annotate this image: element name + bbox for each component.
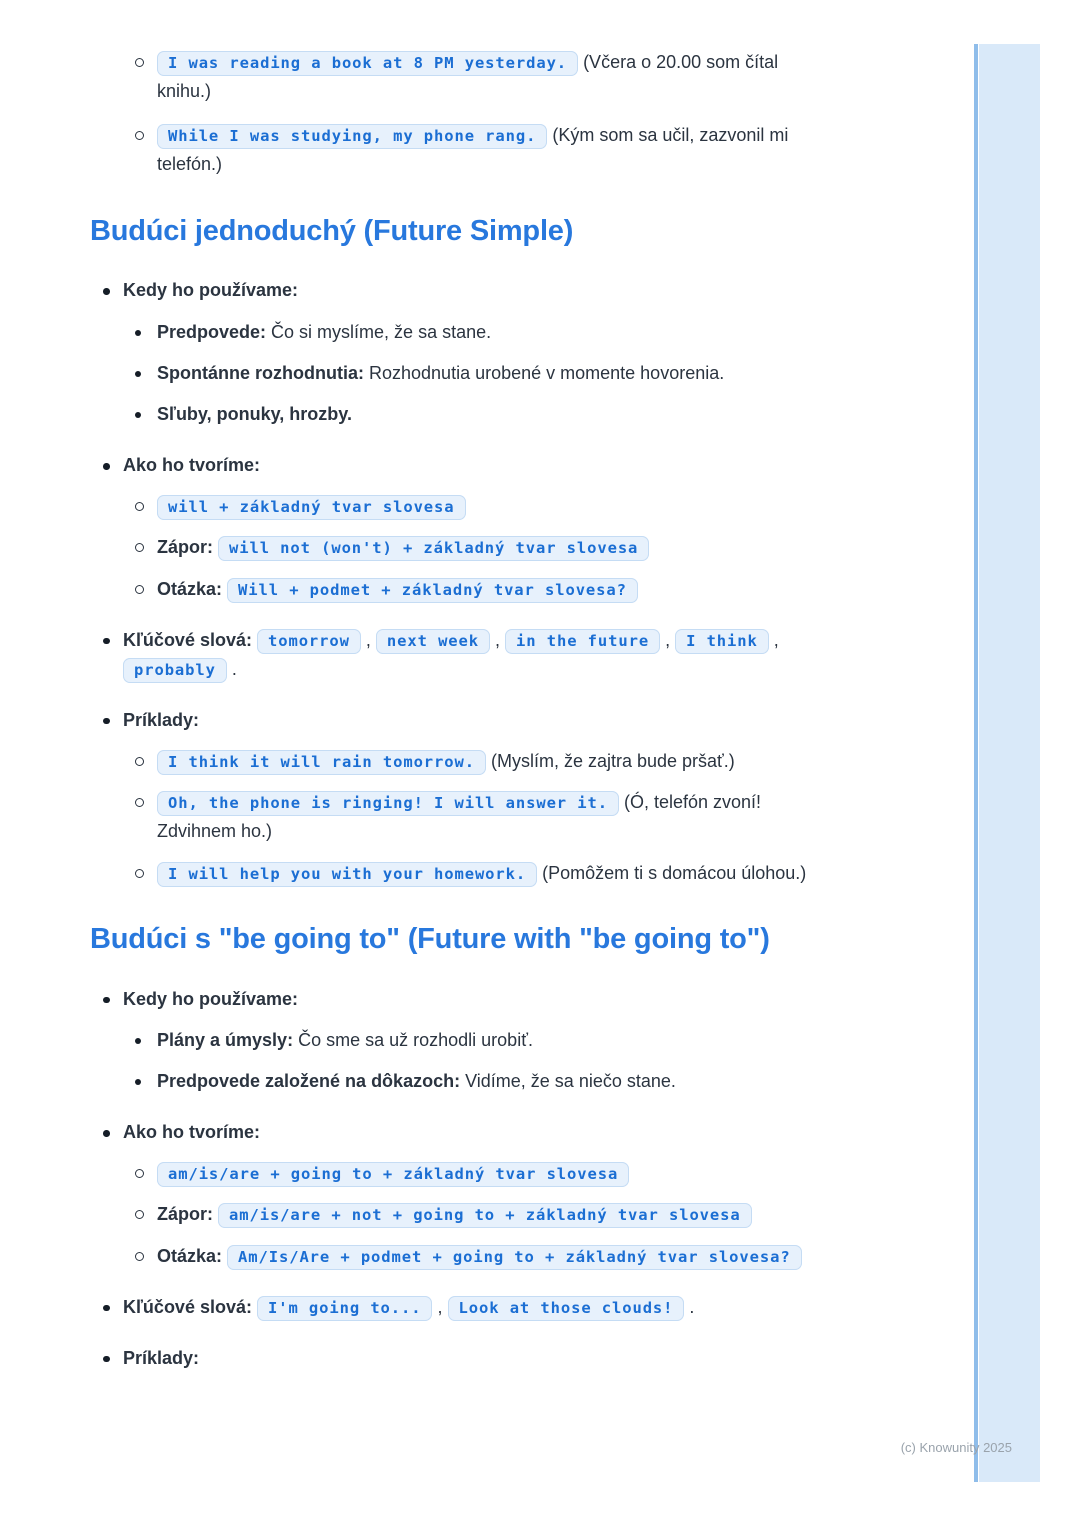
- form-items: [123, 492, 812, 603]
- code-chip: will + základný tvar slovesa: [157, 495, 466, 520]
- item-text: Vidíme, že sa niečo stane.: [465, 1070, 676, 1091]
- bold-label: Spontánne rozhodnutia:: [157, 362, 364, 383]
- list-item: [123, 533, 812, 562]
- translation-text: (Včera o 20.00 som čítal knihu.): [157, 52, 779, 102]
- separator: ,: [437, 1296, 443, 1317]
- group-label: Kľúčové slová:: [123, 629, 252, 650]
- bold-label: Otázka:: [157, 578, 223, 599]
- future-simple-list: [90, 276, 812, 887]
- usage-group: [90, 985, 812, 1096]
- list-item: [123, 359, 812, 388]
- list-item: [123, 1067, 812, 1096]
- translation-text: (Kým som sa učil, zazvonil mi telefón.): [157, 125, 789, 175]
- translation-text: (Pomôžem ti s domácou úlohou.): [542, 862, 807, 883]
- form-items: [123, 1159, 812, 1270]
- list-item: [123, 859, 812, 888]
- list-item: [123, 575, 812, 604]
- keywords-group: [90, 1293, 812, 1322]
- bold-label: Zápor:: [157, 537, 213, 558]
- group-label: Príklady:: [123, 709, 200, 730]
- code-chip: Am/Is/Are + podmet + going to + základný tvar slovesa?: [227, 1245, 802, 1270]
- example-items: [123, 747, 812, 888]
- separator: ,: [665, 629, 671, 650]
- list-item: [123, 492, 812, 521]
- list-item: [123, 48, 812, 106]
- code-chip: Oh, the phone is ringing! I will answer it.: [157, 791, 619, 816]
- bold-label: Sľuby, ponuky, hrozby.: [157, 403, 352, 424]
- separator: .: [689, 1296, 695, 1317]
- code-chip: I was reading a book at 8 PM yesterday.: [157, 51, 578, 76]
- list-item: [123, 400, 812, 429]
- group-label: Kedy ho používame:: [123, 280, 299, 301]
- code-chip: in the future: [505, 629, 660, 654]
- list-item: [123, 318, 812, 347]
- separator: ,: [773, 629, 779, 650]
- copyright-note: (c) Knowunity 2025: [900, 1440, 1012, 1455]
- code-chip: I will help you with your homework.: [157, 862, 537, 887]
- list-item: [123, 121, 812, 179]
- usage-items: [123, 318, 812, 429]
- group-label: Ako ho tvoríme:: [123, 455, 261, 476]
- intro-list: [123, 48, 812, 180]
- section-heading-going-to: Budúci s "be going to" (Future with "be going to"): [90, 922, 770, 955]
- item-text: Čo sme sa už rozhodli urobiť.: [298, 1029, 533, 1050]
- code-chip: I think: [675, 629, 769, 654]
- code-chip: am/is/are + not + going to + základný tvar slovesa: [218, 1203, 752, 1228]
- separator: ,: [365, 629, 371, 650]
- bold-label: Predpovede založené na dôkazoch:: [157, 1070, 461, 1091]
- keywords-group: [90, 626, 812, 684]
- list-item: [123, 1159, 812, 1188]
- item-text: Rozhodnutia urobené v momente hovorenia.: [369, 362, 725, 383]
- list-item: [123, 1026, 812, 1055]
- code-chip: While I was studying, my phone rang.: [157, 124, 547, 149]
- list-item: [123, 1242, 812, 1271]
- code-chip: tomorrow: [257, 629, 361, 654]
- group-label: Príklady:: [123, 1347, 200, 1368]
- translation-text: (Ó, telefón zvoní! Zdvihnem ho.): [157, 792, 762, 842]
- code-chip: Will + podmet + základný tvar slovesa?: [227, 578, 638, 603]
- list-item: [123, 747, 812, 776]
- list-item: [123, 788, 812, 846]
- code-chip: will not (won't) + základný tvar slovesa: [218, 536, 649, 561]
- code-chip: I think it will rain tomorrow.: [157, 750, 486, 775]
- form-group: [90, 1118, 812, 1271]
- group-label: Ako ho tvoríme:: [123, 1122, 261, 1143]
- usage-items: [123, 1026, 812, 1096]
- code-chip: Look at those clouds!: [448, 1296, 685, 1321]
- bold-label: Zápor:: [157, 1204, 213, 1225]
- list-item: [123, 1200, 812, 1229]
- translation-text: (Myslím, že zajtra bude pršať.): [490, 751, 735, 772]
- bold-label: Otázka:: [157, 1245, 223, 1266]
- code-chip: am/is/are + going to + základný tvar slovesa: [157, 1162, 629, 1187]
- examples-group: [90, 706, 812, 888]
- code-chip: next week: [376, 629, 490, 654]
- group-label: Kľúčové slová:: [123, 1296, 252, 1317]
- going-to-list: [90, 985, 812, 1373]
- form-group: [90, 451, 812, 604]
- item-text: Čo si myslíme, že sa stane.: [271, 321, 492, 342]
- section-heading-future-simple: Budúci jednoduchý (Future Simple): [90, 214, 574, 247]
- group-label: Kedy ho používame:: [123, 988, 299, 1009]
- bold-label: Predpovede:: [157, 321, 267, 342]
- separator: .: [231, 658, 237, 679]
- code-chip: probably: [123, 658, 227, 683]
- examples-group: [90, 1344, 812, 1373]
- usage-group: [90, 276, 812, 429]
- code-chip: I'm going to...: [257, 1296, 432, 1321]
- separator: ,: [495, 629, 501, 650]
- bold-label: Plány a úmysly:: [157, 1029, 294, 1050]
